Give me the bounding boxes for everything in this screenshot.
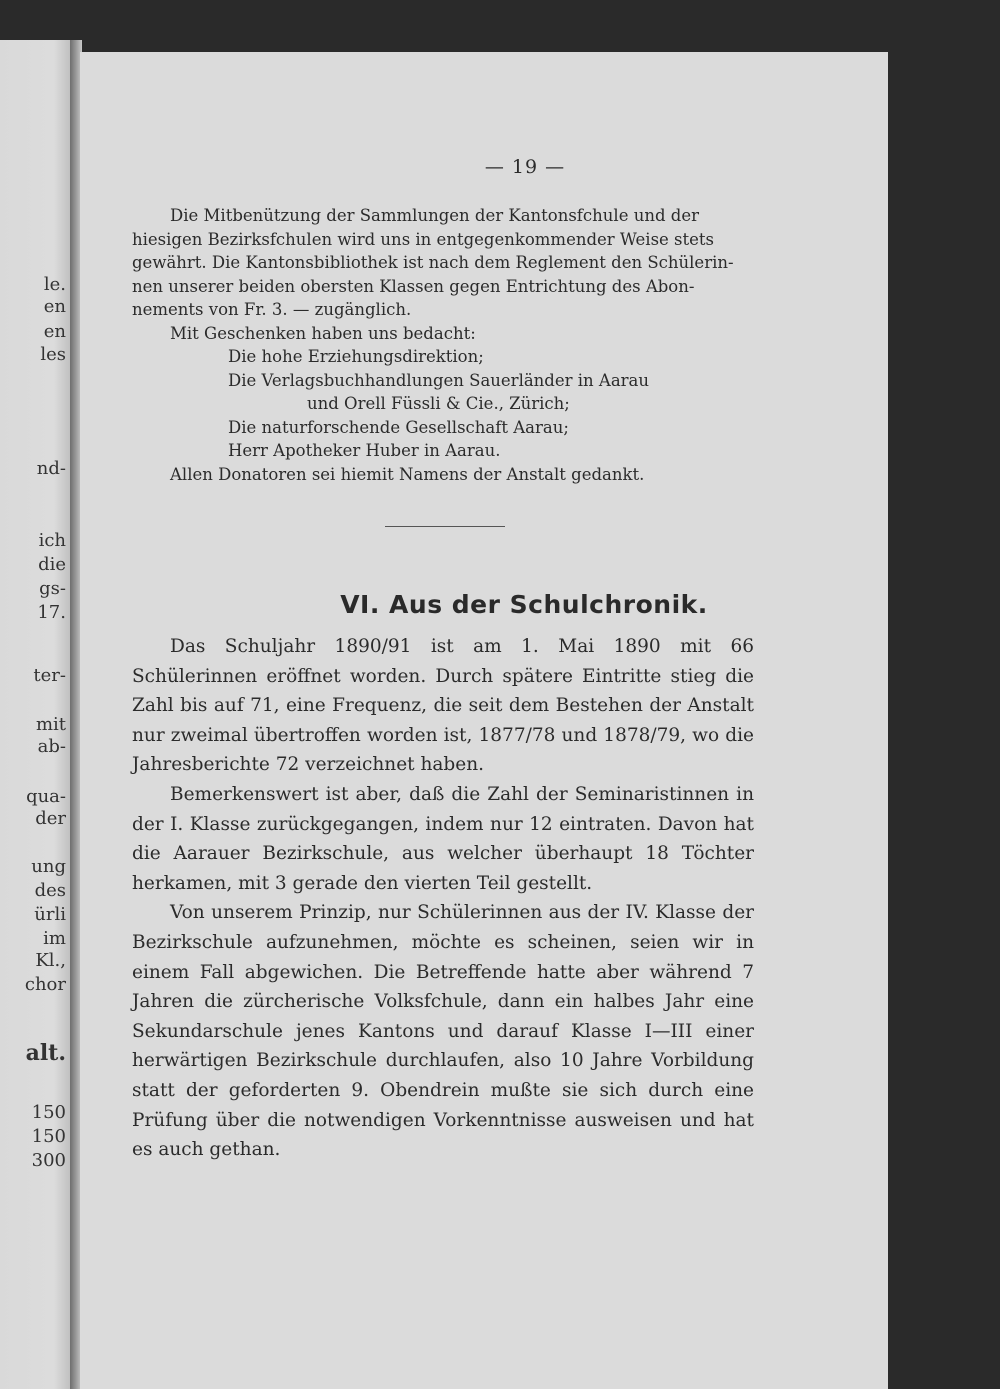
facing-page-fragment: 150 — [31, 1126, 66, 1147]
facing-page-fragment: ung — [31, 856, 66, 877]
facing-page-fragment: 150 — [31, 1102, 66, 1123]
paragraph: Das Schuljahr 1890/91 ist am 1. Mai 1890 mit 66 Schülerinnen eröffnet worden. Durch spätere Eintritte stieg die Zahl bis auf 71, eine Frequenz, die seit dem Bestehen der Anstalt nur zweimal übertroffen worden ist, 1877/78 und 1878/79, wo die Jahresberichte 72 verzeichnet haben. — [132, 636, 754, 776]
facing-page-fragment: les — [40, 344, 66, 365]
facing-page-fragment: 17. — [37, 602, 66, 623]
chronicle-section — [132, 632, 754, 1165]
gifts-heading: Mit Geschenken haben uns bedacht: — [170, 323, 476, 343]
facing-page-fragment: Kl., — [35, 950, 66, 971]
facing-page-fragment: le. — [43, 274, 66, 295]
paragraph: Bemerkenswert ist aber, daß die Zahl der Seminaristinnen in der I. Klasse zurückgegangen, indem nur 12 eintraten. Davon hat die Aarauer Bezirkschule, aus welcher überhaupt 18 Töchter herkamen, mit 3 gerade den vierten Teil gestellt. — [132, 783, 754, 894]
page-number: — 19 — — [484, 156, 566, 178]
section-divider — [385, 526, 505, 527]
section-title: VI. Aus der Schulchronik. — [340, 590, 708, 619]
facing-page-fragment: en — [43, 321, 66, 342]
donations-section — [132, 204, 754, 486]
intro-line: Die Mitbenützung der Sammlungen der Kantonsfchule und der — [170, 206, 699, 225]
thanks-line: Allen Donatoren sei hiemit Namens der Anstalt gedankt. — [170, 464, 645, 484]
facing-page-fragment: en — [43, 296, 66, 317]
facing-page-fragment: ürli — [34, 904, 66, 925]
facing-page-fragment: mit — [35, 714, 66, 735]
facing-page-fragment: qua- — [26, 786, 66, 807]
facing-page-fragment: des — [34, 880, 66, 901]
facing-page-fragment: alt. — [25, 1040, 66, 1066]
intro-line: nen unserer beiden obersten Klassen gegen Entrichtung des Abon- — [132, 276, 695, 296]
donor-line: Herr Apotheker Huber in Aarau. — [228, 441, 501, 460]
facing-page-fragment: der — [35, 808, 66, 829]
donor-line: und Orell Füssli & Cie., Zürich; — [307, 394, 570, 413]
paragraph: Von unserem Prinzip, nur Schülerinnen aus der IV. Klasse der Bezirkschule aufzunehmen, möchte es scheinen, seien wir in einem Fall abgewichen. Die Betreffende hatte aber während 7 Jahren die zürcherische Volksfchule, dann ein halbes Jahr eine Sekundarschule jenes Kantons und darauf Klasse I—III einer herwärtigen Bezirkschule durchlaufen, also 10 Jahre Vorbildung statt der geforderten 9. Obendrein mußte sie sich durch eine Prüfung über die notwendigen Vorkenntnisse ausweisen und hat es auch gethan. — [132, 902, 754, 1161]
facing-page-edge — [0, 40, 72, 1389]
facing-page-fragment: gs- — [39, 578, 66, 599]
facing-page-fragment: ich — [38, 530, 66, 551]
donor-line: Die naturforschende Gesellschaft Aarau; — [228, 417, 569, 437]
intro-line: hiesigen Bezirksfchulen wird uns in entgegenkommender Weise stets — [132, 229, 715, 249]
facing-page-fragment: im — [43, 928, 66, 949]
intro-line: gewährt. Die Kantonsbibliothek ist nach dem Reglement den Schülerin- — [132, 253, 734, 272]
book-page — [80, 52, 888, 1389]
donor-line: Die hohe Erziehungsdirektion; — [228, 347, 484, 366]
facing-page-fragment: 300 — [31, 1150, 66, 1171]
facing-page-fragment: nd- — [36, 458, 66, 479]
facing-page-fragment: chor — [24, 974, 66, 995]
intro-line: nements von Fr. 3. — zugänglich. — [132, 300, 412, 319]
facing-page-fragment: ab- — [37, 736, 66, 757]
donor-line: Die Verlagsbuchhandlungen Sauerländer in Aarau — [228, 370, 650, 390]
facing-page-fragment: ter- — [33, 665, 66, 686]
facing-page-fragment: die — [38, 554, 66, 575]
